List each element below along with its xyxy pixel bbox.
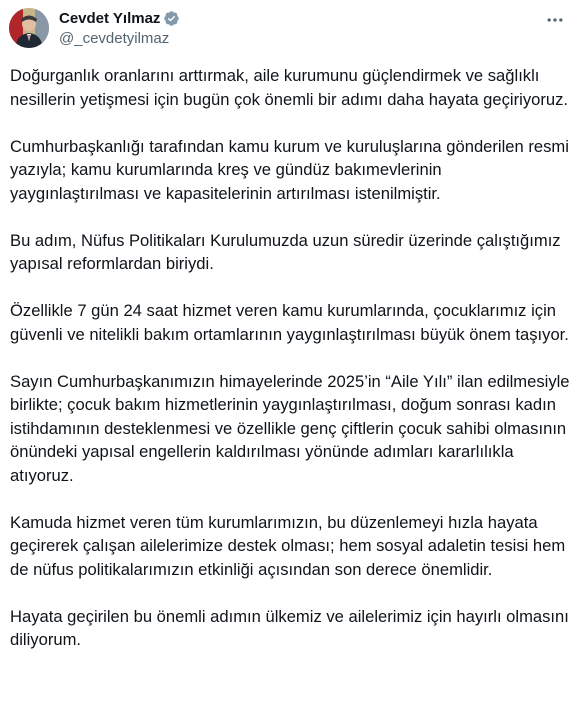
more-horizontal-icon[interactable] [542,10,568,30]
tweet-paragraph: Sayın Cumhurbaşkanımızın himayelerinde 2025’in “Aile Yılı” ilan edilmesiyle birlikte; çocuk bakım hizmetlerinin yaygınlaştırılması, doğum sonrası kadın istihdamının desteklenmesi ve özellikle genç çiftlerin çocuk sahibi olmasının önündeki yapısal engellerin kaldırılması yönünde adımları kararlılıkla atıyoruz. [10,371,575,485]
tweet-paragraph: Özellikle 7 gün 24 saat hizmet veren kamu kurumlarında, çocuklarımız için güvenli ve nitelikli bakım ortamlarının yaygınlaştırılması büyük önem taşıyor. [10,301,569,344]
tweet-paragraph: Bu adım, Nüfus Politikaları Kurulumuzda uzun süredir üzerinde çalıştığımız yapısal reformlardan biriydi. [10,230,566,273]
tweet-text [10,64,575,652]
tweet-paragraph: Hayata geçirilen bu önemli adımın ülkemiz ve ailelerimiz için hayırlı olmasını diliyorum. [10,606,574,649]
avatar-image [9,8,49,48]
avatar[interactable] [9,8,49,48]
tweet-header [0,0,578,56]
tweet-paragraph: Cumhurbaşkanlığı tarafından kamu kurum ve kuruluşlarına gönderilen resmi yazıyla; kamu kurumlarında kreş ve gündüz bakımevlerinin yaygınlaştırılması ve kapasitelerinin artırılması istenilmiştir. [10,136,574,203]
verified-badge-icon [163,10,180,27]
display-name[interactable]: Cevdet Yılmaz [59,9,161,27]
tweet-paragraph: Kamuda hizmet veren tüm kurumlarımızın, bu düzenlemeyi hızla hayata geçirerek çalışan ailelerimize destek olması; hem sosyal adaletin tesisi hem de nüfus politikalarımızın etkinliği açısından son derece önemlidir. [10,512,570,579]
handle[interactable]: @_cevdetyilmaz [59,30,170,47]
tweet-paragraph: Doğurganlık oranlarını arttırmak, aile kurumunu güçlendirmek ve sağlıklı nesillerin yetişmesi için bugün çok önemli bir adımı daha hayata geçiriyoruz. [10,66,569,109]
name-row [59,8,180,28]
